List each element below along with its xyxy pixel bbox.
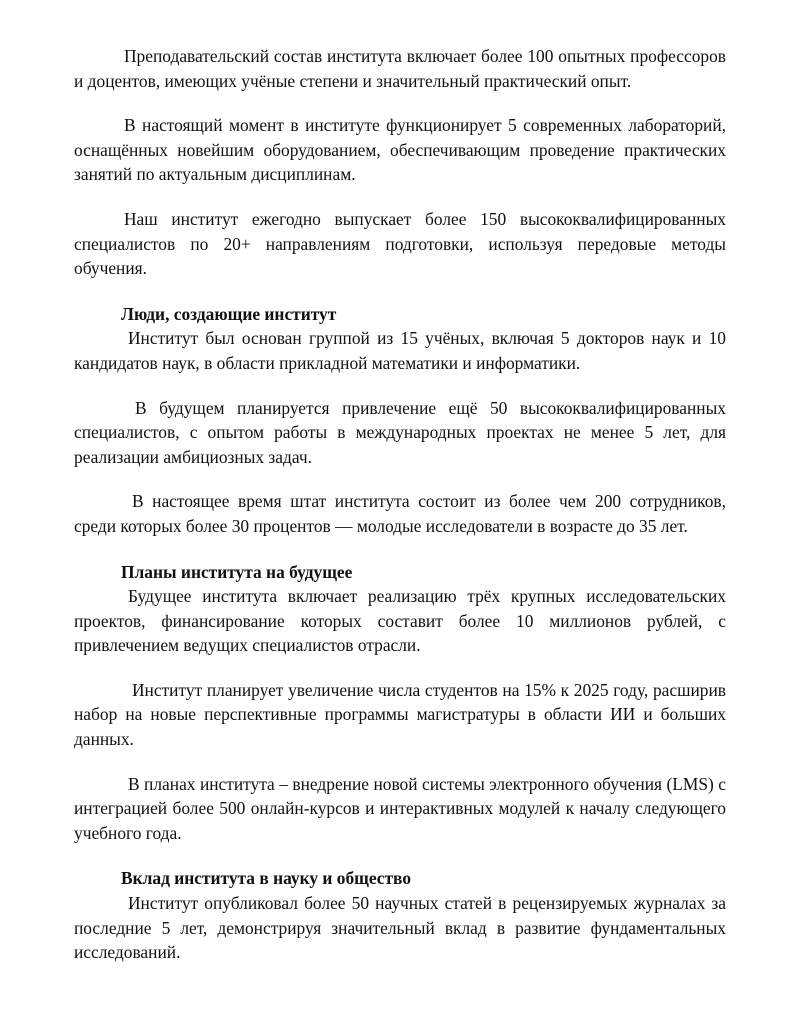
section-heading-contribution: Вклад института в науку и общество xyxy=(121,868,412,889)
paragraph-research-projects: Будущее института включает реализацию трёх крупных исследовательских проектов, финансирование которых составит более 10 миллионов рублей, с привлечением ведущих специалистов отрасли. xyxy=(74,586,726,656)
paragraph-staff: В настоящее время штат института состоит из более чем 200 сотрудников, среди которых более 30 процентов — молодые исследователи в возрасте до 35 лет. xyxy=(74,491,726,536)
paragraph-publications: Институт опубликовал более 50 научных статей в рецензируемых журналах за последние 5 лет, демонстрируя значительный вклад в развитие фундаментальных исследований. xyxy=(74,893,726,963)
section-heading-people: Люди, создающие институт xyxy=(121,303,337,324)
paragraph-laboratories: В настоящий момент в институте функционирует 5 современных лабораторий, оснащённых новейшим оборудованием, обеспечивающим проведение практических занятий по актуальным дисциплинам. xyxy=(74,115,726,185)
document-page xyxy=(74,44,726,965)
paragraph-future-hiring: В будущем планируется привлечение ещё 50 высококвалифицированных специалистов, с опытом работы в международных проектах не менее 5 лет, для реализации амбициозных задач. xyxy=(74,397,726,467)
paragraph-lms: В планах института – внедрение новой системы электронного обучения (LMS) с интеграцией более 500 онлайн-курсов и интерактивных модулей к началу следующего учебного года. xyxy=(74,773,726,843)
section-heading-plans: Планы института на будущее xyxy=(121,561,353,582)
paragraph-faculty: Преподавательский состав института включает более 100 опытных профессоров и доцентов, имеющих учёные степени и значительный практический опыт. xyxy=(74,46,726,91)
paragraph-student-growth: Институт планирует увеличение числа студентов на 15% к 2025 году, расширив набор на новые перспективные программы магистратуры в области ИИ и больших данных. xyxy=(74,679,726,750)
paragraph-graduates: Наш институт ежегодно выпускает более 150 высококвалифицированных специалистов по 20+ направлениям подготовки, используя передовые методы обучения. xyxy=(74,208,726,279)
paragraph-founders: Институт был основан группой из 15 учёных, включая 5 докторов наук и 10 кандидатов наук, в области прикладной математики и информатики. xyxy=(74,328,726,373)
